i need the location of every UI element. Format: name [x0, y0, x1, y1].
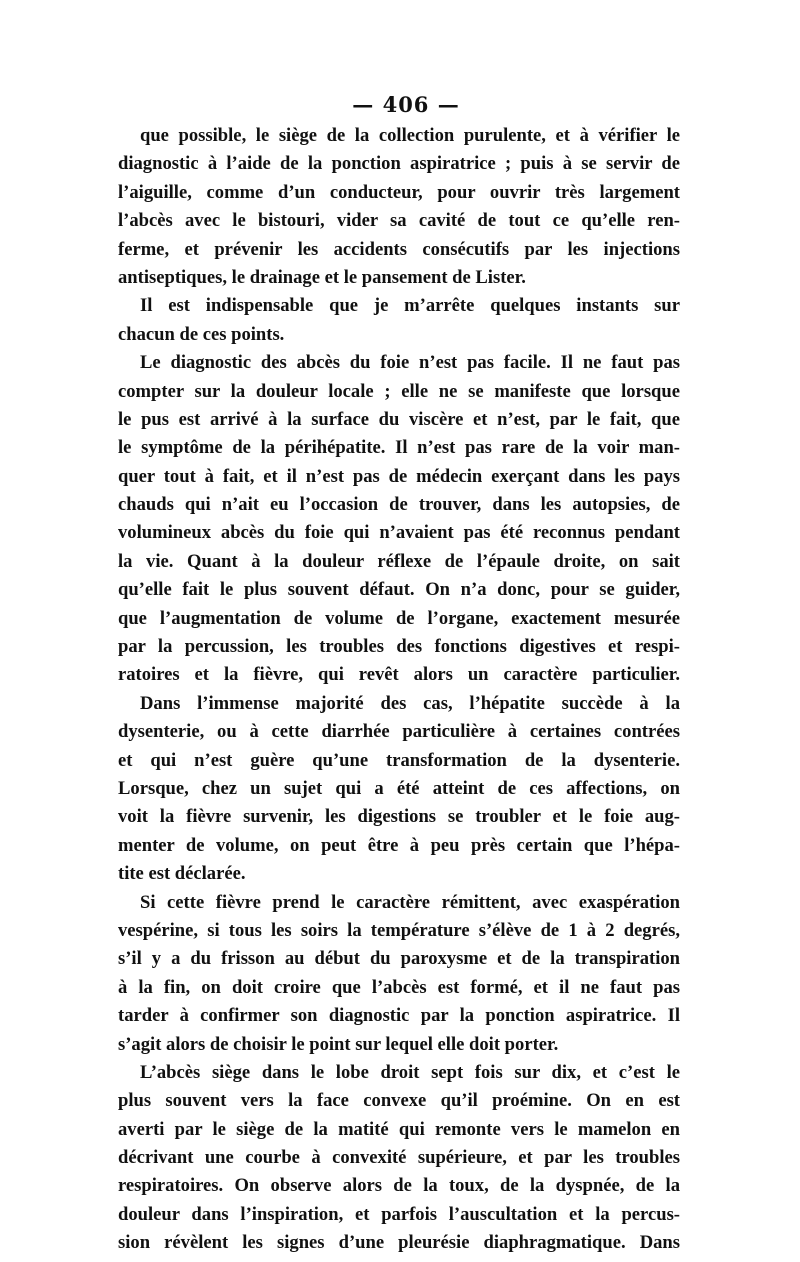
text-line: menter de volume, on peut être à peu près certain que l’hépa- — [118, 834, 680, 856]
paragraph — [118, 1059, 680, 1258]
text-line: quer tout à fait, et il n’est pas de médecin exerçant dans les pays — [118, 465, 680, 487]
text-line: par la percussion, les troubles des fonctions digestives et respi- — [118, 636, 680, 658]
text-line: Lorsque, chez un sujet qui a été atteint de ces affections, on — [118, 777, 680, 799]
book-page — [118, 88, 680, 1258]
text-line: averti par le siège de la matité qui remonte vers le mamelon en — [118, 1118, 680, 1140]
paragraph — [118, 122, 680, 292]
text-line: L’abcès siège dans le lobe droit sept fois sur dix, et c’est le — [140, 1061, 680, 1083]
text-line: diagnostic à l’aide de la ponction aspiratrice ; puis à se servir de — [118, 153, 680, 175]
text-line: l’aiguille, comme d’un conducteur, pour ouvrir très largement — [118, 181, 680, 203]
text-line: décrivant une courbe à convexité supérieure, et par les troubles — [118, 1147, 680, 1169]
page-number: — 406 — — [352, 92, 460, 117]
text-line: dysenterie, ou à cette diarrhée particulière à certaines contrées — [118, 721, 680, 743]
text-line: le symptôme de la périhépatite. Il n’est pas rare de la voir man- — [118, 437, 680, 459]
text-line: respiratoires. On observe alors de la toux, de la dyspnée, de la — [118, 1175, 680, 1197]
page-body-text — [118, 122, 680, 1258]
text-line: Si cette fièvre prend le caractère rémittent, avec exaspération — [140, 891, 680, 913]
text-line: Dans l’immense majorité des cas, l’hépatite succède à la — [140, 692, 680, 714]
paragraph — [118, 889, 680, 1059]
paragraph — [118, 349, 680, 690]
text-line: volumineux abcès du foie qui n’avaient pas été reconnus pendant — [118, 522, 680, 544]
text-line: qu’elle fait le plus souvent défaut. On n’a donc, pour se guider, — [118, 579, 680, 601]
paragraph — [118, 292, 680, 349]
text-line: que possible, le siège de la collection purulente, et à vérifier le — [140, 125, 680, 146]
text-line: Il est indispensable que je m’arrête quelques instants sur — [140, 295, 680, 317]
text-line: douleur dans l’inspiration, et parfois l’auscultation et la percus- — [118, 1203, 680, 1225]
text-line: sion révèlent les signes d’une pleurésie diaphragmatique. Dans — [118, 1232, 680, 1254]
text-line: compter sur la douleur locale ; elle ne se manifeste que lorsque — [118, 380, 680, 402]
text-line: plus souvent vers la face convexe qu’il proémine. On en est — [118, 1090, 680, 1112]
text-line: vespérine, si tous les soirs la température s’élève de 1 à 2 degrés, — [118, 919, 680, 941]
text-line: chacun de ces points. — [118, 323, 285, 345]
text-line: le pus est arrivé à la surface du viscère et n’est, par le fait, que — [118, 408, 680, 430]
text-line: Le diagnostic des abcès du foie n’est pas facile. Il ne faut pas — [140, 352, 680, 374]
text-line: et qui n’est guère qu’une transformation de la dysenterie. — [118, 749, 680, 771]
text-line: s’il y a du frisson au début du paroxysme et de la transpiration — [118, 948, 680, 970]
text-line: ratoires et la fièvre, qui revêt alors un caractère particulier. — [118, 664, 680, 686]
text-line: à la fin, on doit croire que l’abcès est formé, et il ne faut pas — [118, 976, 680, 998]
text-line: s’agit alors de choisir le point sur lequel elle doit porter. — [118, 1033, 559, 1055]
text-line: tarder à confirmer son diagnostic par la ponction aspiratrice. Il — [118, 1005, 680, 1027]
text-line: antiseptiques, le drainage et le pansement de Lister. — [118, 266, 526, 288]
text-line: voit la fièvre survenir, les digestions se troubler et le foie aug- — [118, 806, 680, 828]
text-line: la vie. Quant à la douleur réflexe de l’épaule droite, on sait — [118, 550, 680, 572]
paragraph — [118, 690, 680, 889]
text-line: que l’augmentation de volume de l’organe, exactement mesurée — [118, 607, 680, 629]
text-line: l’abcès avec le bistouri, vider sa cavité de tout ce qu’elle ren- — [118, 210, 680, 232]
text-line: chauds qui n’ait eu l’occasion de trouver, dans les autopsies, de — [118, 494, 680, 516]
text-line: ferme, et prévenir les accidents consécutifs par les injections — [118, 238, 680, 260]
text-line: tite est déclarée. — [118, 863, 246, 885]
